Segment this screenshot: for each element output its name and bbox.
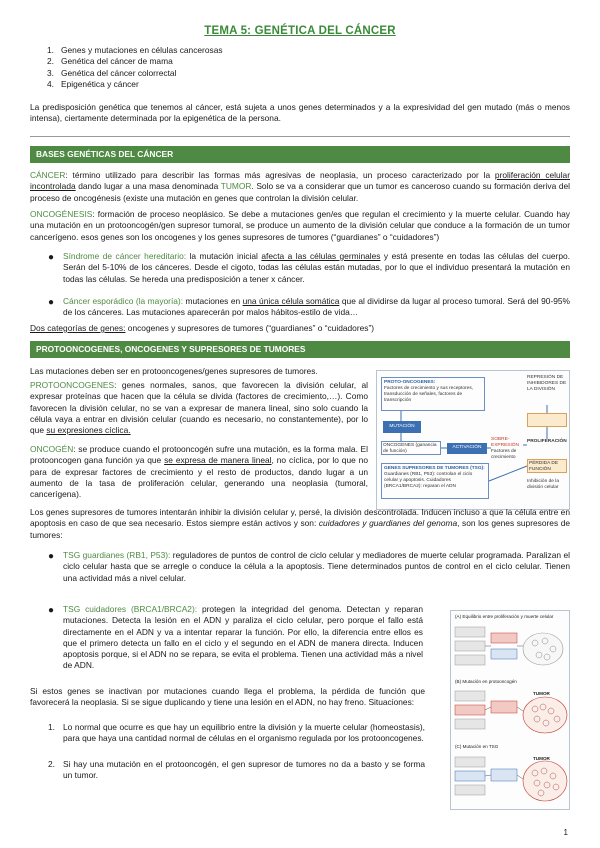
proliferation-label: PROLIFERACIÓN xyxy=(527,439,567,444)
oncogen-text: , no cíclica, por lo que no para de expresar factores de crecimiento y el resto de productos, dando lugar a un aumento de la tasa de proliferación celular, generando una neoplasia (tumoral, cancerígena). xyxy=(30,455,368,500)
divider xyxy=(30,136,570,137)
bullet-text: y está presente en todas las células del cuerpo. Serán del 5-10% de los cánceres. Desde el cigoto, todas las células están mutadas, por lo que el individuo presentará la mutación en todas las células. Se hereda una predisposición a tener x cáncer. xyxy=(63,251,570,284)
bullet-underline: afecta a las células germinales xyxy=(261,251,381,261)
table-of-contents xyxy=(47,45,223,90)
bullet-underline: una única célula somática xyxy=(242,296,340,306)
cancer-def-underline: proliferación celular incontrolada xyxy=(30,170,571,192)
diagram-arrows xyxy=(377,371,571,511)
page-title: TEMA 5: GENÉTICA DEL CÁNCER xyxy=(204,25,396,37)
tumor-suppressor-paragraph xyxy=(30,507,570,541)
tsg-box-title: GENES SUPRESORES DE TUMORES (TSG): xyxy=(384,466,485,471)
situation-number: 1. xyxy=(48,722,55,732)
section-heading-bases: BASES GENÉTICAS DEL CÁNCER xyxy=(30,146,570,163)
tumor-label-c: TUMOR xyxy=(533,756,550,761)
toc-label: Genética del cáncer colorrectal xyxy=(61,67,177,78)
diagram-oncogenes-tsg xyxy=(376,370,570,510)
term-sporadic: Cáncer esporádico (la mayoría): xyxy=(63,296,184,306)
toc-label: Genes y mutaciones en células cancerosas xyxy=(61,45,223,55)
overexpression-text: SOBRE-EXPRESIÓN xyxy=(491,437,519,448)
bullet-sporadic xyxy=(63,296,570,319)
bullet-text: que al dividirse da lugar al proceso tumoral. Será del 90-95% de los cánceres. Las mutaciones aparecerán por malos hábitos-estilo de vida… xyxy=(63,296,570,318)
proto-box-text: Factores de crecimiento y sus receptores, transducción de señales, factores de transcripción xyxy=(384,386,474,403)
mutation-box: MUTACIÓN xyxy=(383,421,421,433)
term-tsg-caretakers: TSG cuidadores (BRCA1/BRCA2): xyxy=(63,604,198,614)
bullet-hereditary xyxy=(63,251,570,285)
bullet-icon: ● xyxy=(48,252,55,263)
situation-item: Lo normal que ocurre es que hay un equilibrio entre la división y la muerte celular (homeostasis), para que haya una cantidad normal de células en el organismo regulada por los protooncogenes. xyxy=(63,722,425,744)
suppressor-text: Los genes supresores de tumores intentarán inhibir la división celular y, persé, la división descontrolada. Inducen incluso a que la célula entre en apoptosis en caso de que sea necesario. Estos siempre están activos y son: xyxy=(30,507,570,529)
term-oncogenesis: ONCOGÉNESIS xyxy=(30,209,93,219)
term-tumor: TUMOR xyxy=(220,181,252,192)
toc-item xyxy=(47,45,223,56)
toc-label: Genética del cáncer de mama xyxy=(61,56,173,67)
situation-item: Si hay una mutación en el protooncogén, el gen supresor de tumores no da a basto y se forma un tumor. xyxy=(63,759,425,781)
caption-c: (C) Mutación en TSG xyxy=(455,744,499,749)
toc-label: Epigenética y cáncer xyxy=(61,78,139,89)
suppressor-italic: cuidadores y guardianes del genoma xyxy=(318,518,458,529)
situation-illustrations xyxy=(451,611,571,811)
oncogen-underline: se expresa de manera lineal xyxy=(164,455,272,466)
proto-underline: su expresiones cíclica. xyxy=(46,425,131,436)
proto-box-title: PROTO-ONCOGENES: xyxy=(384,380,436,385)
gene-categories xyxy=(30,323,570,334)
bullet-text: la mutación inicial xyxy=(186,251,262,261)
intro-paragraph: La predisposición genética que tenemos al cáncer, está sujeta a unos genes determinados y a la expresividad del gen mutado (más o menos intensa), ciertamente determinada por la epigenética de la persona. xyxy=(30,102,570,124)
cancer-def-text: : término utilizado para describir las formas más agresivas de neoplasia, un proceso caracterizado por la xyxy=(65,170,495,180)
caption-a: (A) Equilibrio entre proliferación y muerte celular xyxy=(455,614,554,619)
cancer-definition xyxy=(30,170,570,204)
factores-text: Factores de crecimiento xyxy=(491,449,517,460)
bullet-icon: ● xyxy=(48,605,55,616)
bullet-icon: ● xyxy=(48,297,55,308)
oncogenes-box: ONCOGENES (ganancia de función) xyxy=(381,441,441,455)
proto-text: : genes normales, sanos, que favorecen la división celular, al expresar proteínas que hacen que la célula se divida (factores de crecimiento,…). Como favorecen la división celular, no se van a expresar de manera lineal, sino solo cuando la célula vaya a entrar en división celular (cuando es necesario, no constantemente), por lo que xyxy=(30,380,368,436)
tsg-guardians xyxy=(63,550,570,584)
diagram-situations xyxy=(450,610,570,810)
categories-text: oncogenes y supresores de tumores (“guardianes” o “cuidadores”) xyxy=(125,323,375,333)
categories-label: Dos categorías de genes: xyxy=(30,323,126,333)
tsg-caretakers xyxy=(63,604,423,672)
activation-box: ACTIVACIÓN xyxy=(447,443,487,454)
oncogenesis-definition xyxy=(30,209,570,243)
page-number: 1 xyxy=(563,828,568,837)
tsg-box-text: Guardianes (RB1, P53): controlan el ciclo celular y apoptosis. Cuidadores (BRCA1/BRCA2): reparan el ADN xyxy=(384,472,473,489)
tsg-guardians-text: reguladores de puntos de control de ciclo celular y mediadores de muerte celular programada. Paralizan el ciclo celular hasta que se arregle o conduce la célula a la apoptosis. Tiene determinados puntos de control en el ciclo celular. Tienen una actividad más a nivel celular. xyxy=(63,550,570,583)
tsg-caretakers-text: protegen la integridad del genoma. Detectan y reparan mutaciones. Detecta la lesión en el ADN y paraliza el ciclo celular, pero porque el fallo está directamente en el ADN y va a intentar reparar la función. Por ello, la diferencia entre ellos es que el primero detecta un fallo en el ciclo y el segundo en el ADN de manera directa. Inducen apoptosis porque, si el ADN no se repara, se evita el problema. Tienen una actividad más a nivel de ADN. xyxy=(63,604,423,671)
toc-item xyxy=(47,79,223,90)
oncogenesis-text: : formación de proceso neoplásico. Se debe a mutaciones gen/es que regulan el crecimiento y la muerte celular. Cuando hay una mutación en un protooncogén/gen supresor tumoral, se produce un aumento de la división celular que conduce a la formación de un tumor cancerígeno. esos genes son los oncogenes y los genes supresores de tumores (“guardianes” o “cuidadores”) xyxy=(30,209,570,242)
term-oncogen: ONCOGÉN xyxy=(30,444,74,454)
toc-number: 4. xyxy=(47,78,54,89)
cancer-def-text: dando lugar a una masa denominada xyxy=(75,181,221,192)
toc-number: 3. xyxy=(47,67,54,78)
bullet-text: mutaciones en xyxy=(183,296,243,306)
oncogen-text: : se produce cuando el protooncogén sufre una mutación, es la forma mala. El protooncogen gana función ya que xyxy=(30,444,368,466)
toc-item xyxy=(47,56,223,67)
section-heading-protooncogenes: PROTOONCOGENES, ONCOGENES Y SUPRESORES DE TUMORES xyxy=(30,341,570,358)
protooncogenes-definition xyxy=(30,380,368,436)
repression-label: REPRESIÓN DE INHIBIDORES DE LA DIVISIÓN xyxy=(527,375,567,392)
cancer-def-text: . Solo se va a considerar que un tumor es canceroso cuando su formación deriva del proceso de oncogénesis (existe una mutación en genes que controlan la división celular. xyxy=(30,181,570,203)
term-hereditary: Síndrome de cáncer hereditario: xyxy=(63,251,187,261)
oncogen-definition xyxy=(30,444,368,500)
toc-number: 2. xyxy=(47,56,54,67)
term-tsg-guardians: TSG guardianes (RB1, P53): xyxy=(63,550,171,560)
bullet-icon: ● xyxy=(48,551,55,562)
term-cancer: CÁNCER xyxy=(30,170,66,180)
toc-number: 1. xyxy=(47,45,54,55)
inhibition-label: Inhibición de la división celular xyxy=(527,479,560,490)
inactivation-paragraph: Si estos genes se inactivan por mutaciones cuando llega el problema, la pérdida de función que favorecerá la neoplasia. Si se sigue duplicando y tiene una lesión en el ADN, no hay freno. Situaciones: xyxy=(30,686,425,708)
situation-number: 2. xyxy=(48,759,55,769)
tumor-label-b: TUMOR xyxy=(533,691,550,696)
loss-function-box: PÉRDIDA DE FUNCIÓN xyxy=(527,459,567,473)
section2-lead: Las mutaciones deben ser en protooncogenes/genes supresores de tumores. xyxy=(30,366,318,376)
toc-item xyxy=(47,68,223,79)
term-protooncogenes: PROTOONCOGENES xyxy=(30,380,115,390)
caption-b: (B) Mutación en protooncogén xyxy=(455,679,517,684)
suppressor-text: , son los genes supresores de tumores: xyxy=(30,518,571,540)
